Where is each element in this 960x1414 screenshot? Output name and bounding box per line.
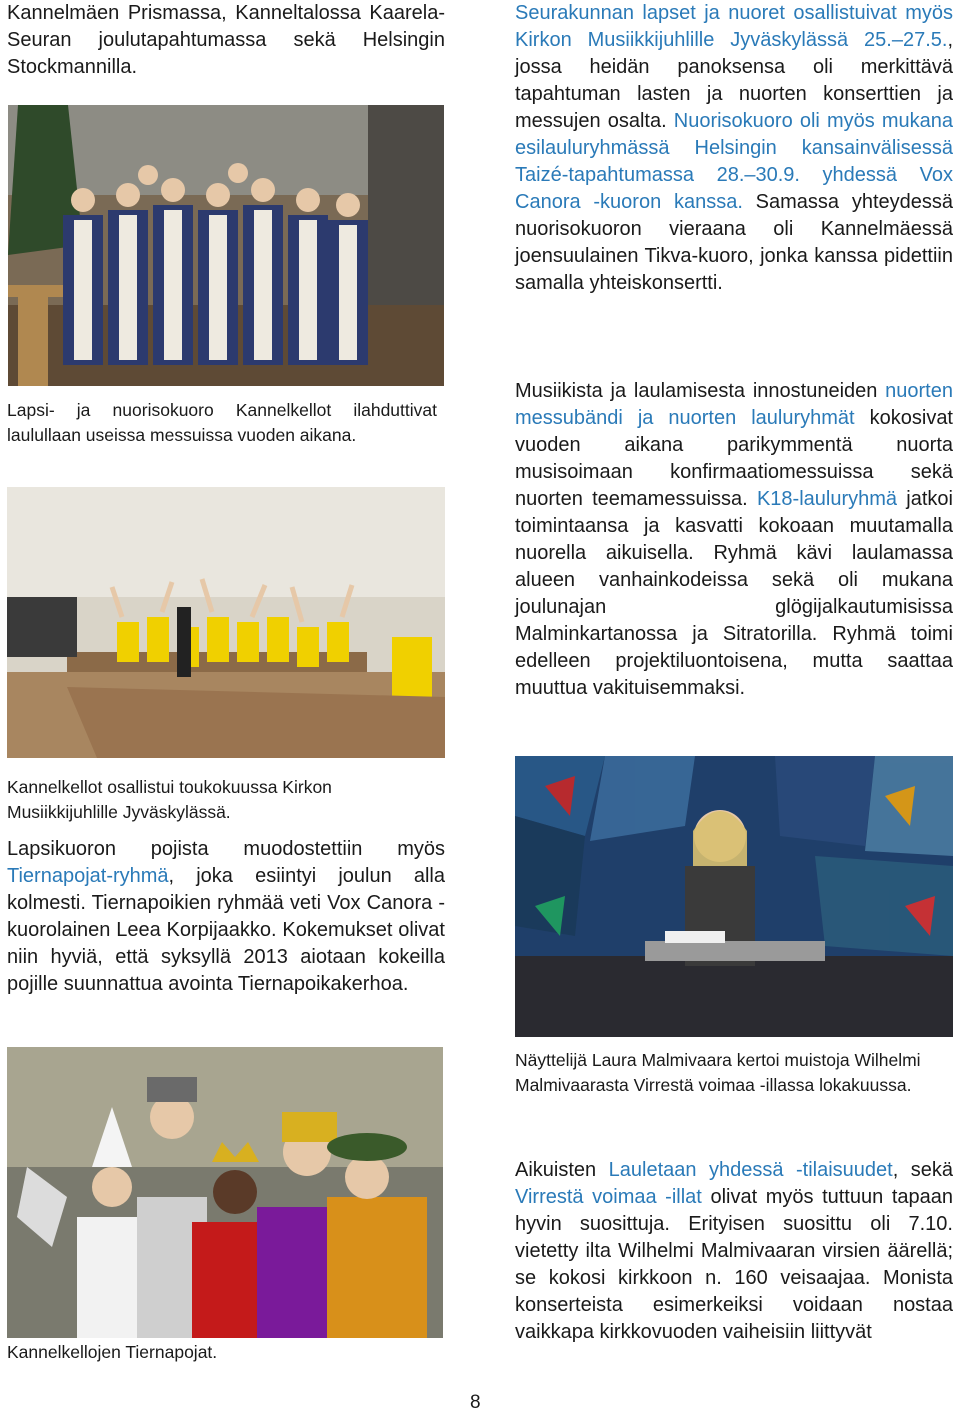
youth-music-paragraph: Musiikista ja laulamisesta innostuneiden nuorten messubändi ja nuorten lauluryhmät kokosivat vuoden aikana parikymmentä nuorta musisoimaan konfirmaatiomessuissa sekä nuorten teemamessuissa. K18-lauluryhmä jatkoi toimintaansa ja kasvatti kokoaan muutamalla nuorella aikuisella. Ryhmä kävi laulamassa alueen vanhainkodeissa sekä oli mukana joulunajan glögijalkautumisissa Malminkartanossa ja Sitratorilla. Ryhmä toimi edelleen projektiluontoisena, mutta saattaa muuttua vakituisemmaksi. xyxy=(515,380,953,699)
tiernapojat-photo xyxy=(7,1047,443,1338)
choir-caption: Lapsi- ja nuorisokuoro Kannelkellot ilahduttivat laulullaan useissa messuissa vuoden aikana. xyxy=(7,400,437,445)
jyvaskyla-caption: Kannelkellot osallistui toukokuussa Kirkon Musiikkijuhlille Jyväskylässä. xyxy=(7,777,332,822)
actress-caption: Näyttelijä Laura Malmivaara kertoi muistoja Wilhelmi Malmivaarasta Virrestä voimaa -illassa lokakuussa. xyxy=(515,1050,921,1095)
adult-events-paragraph: Aikuisten Lauletaan yhdessä -tilaisuudet, sekä Virrestä voimaa -illat olivat myös tuttuun tapaan hyvin suosittuja. Erityisen suosittu oli 7.10. vietetty ilta Wilhelmi Malmivaaran virsien äärellä; se kokosi kirkkoon n. 160 veisaajaa. Monista konserteista esimerkeiksi voidaan nostaa vaikkapa kirkkovuoden vaiheisiin liittyvät xyxy=(515,1159,954,1343)
children-choir-photo xyxy=(7,487,445,758)
tiernapojat-paragraph: Lapsikuoron pojista muodostettiin myös Tiernapojat-ryhmä, joka esiintyi joulun alla kolmesti. Tiernapoikien ryhmää veti Vox Canora -kuorolainen Leea Korpijaakko. Kokemukset olivat niin hyviä, että syksyllä 2013 aiotaan kokeilla pojille suunnattua avointa Tiernapoikakerhoa. xyxy=(7,838,445,995)
tiernapojat-group-link: Tiernapojat-ryhmä xyxy=(7,865,169,887)
actress-photo xyxy=(515,756,953,1037)
choir-photo xyxy=(8,105,444,386)
intro-text: Kannelmäen Prismassa, Kanneltalossa Kaarela-Seuran joulutapahtumassa sekä Helsingin Stockmannilla. xyxy=(7,2,445,78)
tiernapojat-caption: Kannelkellojen Tiernapojat. xyxy=(7,1342,218,1362)
music-festival-paragraph: Seurakunnan lapset ja nuoret osallistuivat myös Kirkon Musiikkijuhlille Jyväskylässä 25.–27.5., jossa heidän panoksensa oli merkittävä tapahtuman lasten ja nuorten konserttien ja messujen osalta. Nuorisokuoro oli myös mukana esilauluryhmässä Helsingin kansainvälisessä Taizé-tapahtumassa 28.–30.9. yhdessä Vox Canora -kuoron kanssa. Samassa yhteydessä nuorisokuoron vieraana oli Kannelmäessä joensuulainen Tikva-kuoro, jonka kanssa pidettiin samalla yhteiskonsertti. xyxy=(515,2,954,294)
page-number: 8 xyxy=(470,1392,481,1413)
